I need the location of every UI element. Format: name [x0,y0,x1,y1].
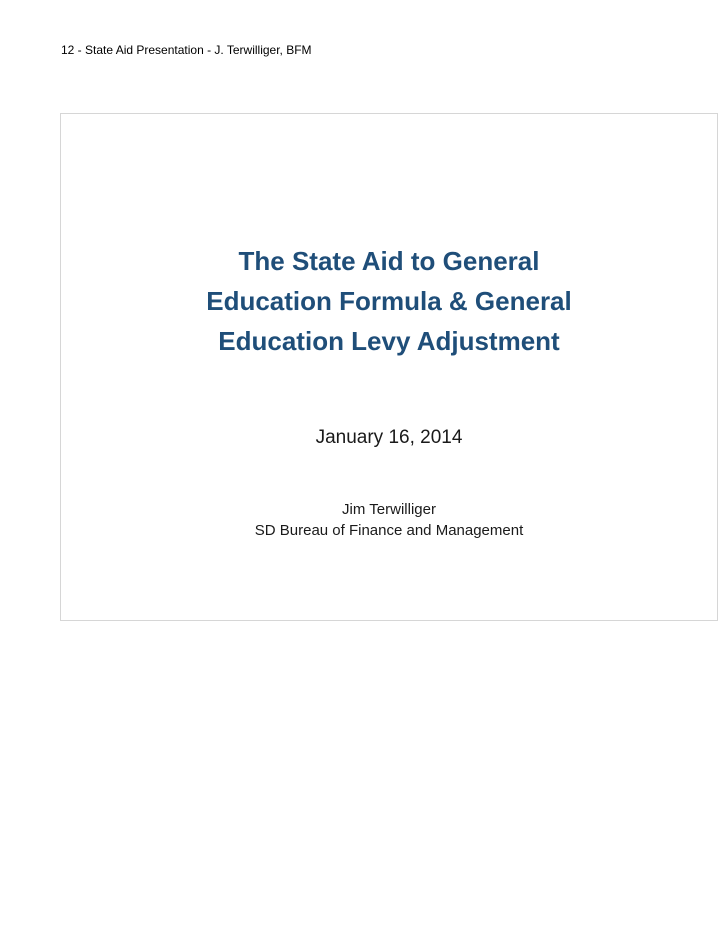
slide-title-line-1: The State Aid to General [238,246,540,276]
slide-date: January 16, 2014 [315,427,463,448]
slide-title-line-2: Education Formula & General [206,286,572,316]
presenter-name: Jim Terwilliger [342,501,436,518]
slide-title-line-3: Education Levy Adjustment [218,326,560,356]
presenter-block [61,499,717,541]
slide-title [61,241,717,361]
page-header-caption: 12 - State Aid Presentation - J. Terwilliger, BFM [61,43,312,57]
presenter-organization: SD Bureau of Finance and Management [254,522,524,539]
slide-frame [60,113,718,621]
